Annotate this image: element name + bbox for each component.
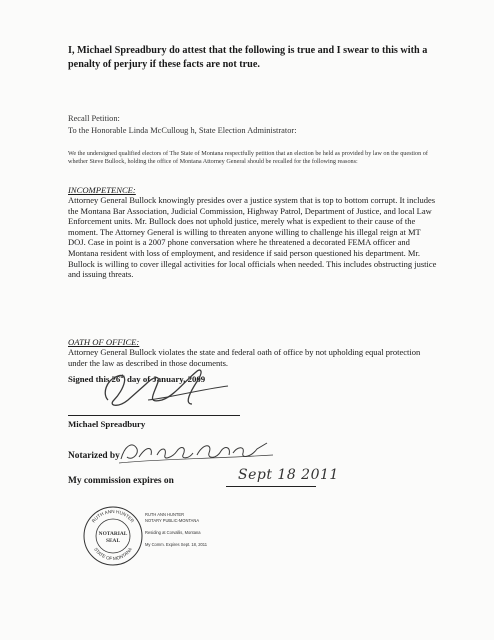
notary-name: RUTH ANN HUNTER bbox=[145, 512, 185, 517]
incompetence-section bbox=[68, 185, 440, 280]
seal-center-line2: SEAL bbox=[105, 538, 121, 544]
incompetence-body: Attorney General Bullock knowingly presides over a justice system that is top to bottom corrupt. It includes the Montana Bar Association, Judicial Commission, Highway Patrol, Department of Justice, and local Law Enforcement units. Mr. Bullock does not uphold justice, merely what is expedient to their cause of the moment. The Attorney General is willing to threaten anyone willing to challenge his illegal reign at MT DOJ. Case in point is a 2007 phone conversation where he threatened a decorated FEMA officer and Montana resident with loss of employment, and residence if said person questioned his department. Mr. Bullock is willing to cover illegal activities for local officials when needed. This includes obstructing justice and issuing threats. bbox=[68, 195, 437, 280]
notary-signature-image bbox=[117, 437, 277, 467]
notarized-label: Notarized by bbox=[68, 451, 120, 461]
recall-addressee: To the Honorable Linda McCulloug h, State Election Administrator: bbox=[68, 125, 297, 135]
recall-header bbox=[68, 113, 448, 136]
signer-signature-image bbox=[88, 360, 238, 418]
svg-text:STATE OF MONTANA bbox=[93, 546, 133, 561]
seal-ring-state: STATE OF MONTANA bbox=[93, 546, 133, 562]
signature-line bbox=[68, 415, 240, 416]
petition-paragraph: We the undersigned qualified electors of The State of Montana respectfully petition that an election be held as provided by law on the question of whether Steve Bullock, holding the office of Montana Attorney General should be recalled for the following reasons: bbox=[68, 150, 428, 166]
oath-body: Attorney General Bullock violates the state and federal oath of office by not upholding equal protection under the law as described in those documents. bbox=[68, 347, 421, 368]
attestation-statement: I, Michael Spreadbury do attest that the following is true and I swear to this with a penalty of perjury if these facts are not true. bbox=[68, 45, 428, 70]
signer-name: Michael Spreadbury bbox=[68, 419, 146, 429]
signed-rest: day of January, 2009 bbox=[124, 374, 206, 384]
commission-date: Sept 18 2011 bbox=[238, 467, 339, 483]
commission-underline bbox=[226, 486, 316, 487]
notary-expires: My Comm. Expires Sept. 18, 2011 bbox=[145, 542, 208, 547]
seal-ring-name: RUTH ANN HUNTER bbox=[90, 508, 136, 524]
recall-title: Recall Petition: bbox=[68, 114, 120, 123]
commission-label: My commission expires on bbox=[68, 476, 174, 486]
signed-ordinal: th bbox=[120, 375, 125, 381]
oath-heading: OATH OF OFFICE: bbox=[68, 337, 140, 347]
notarial-seal bbox=[82, 505, 144, 567]
notary-title: NOTARY PUBLIC-MONTANA bbox=[145, 518, 200, 523]
signed-prefix: Signed this 26 bbox=[68, 374, 121, 384]
notary-info-block bbox=[145, 512, 265, 548]
seal-center-line1: NOTARIAL bbox=[98, 531, 128, 537]
incompetence-heading: INCOMPETENCE: bbox=[68, 185, 136, 195]
notary-residing: Residing at Corvallis, Montana bbox=[145, 530, 201, 535]
